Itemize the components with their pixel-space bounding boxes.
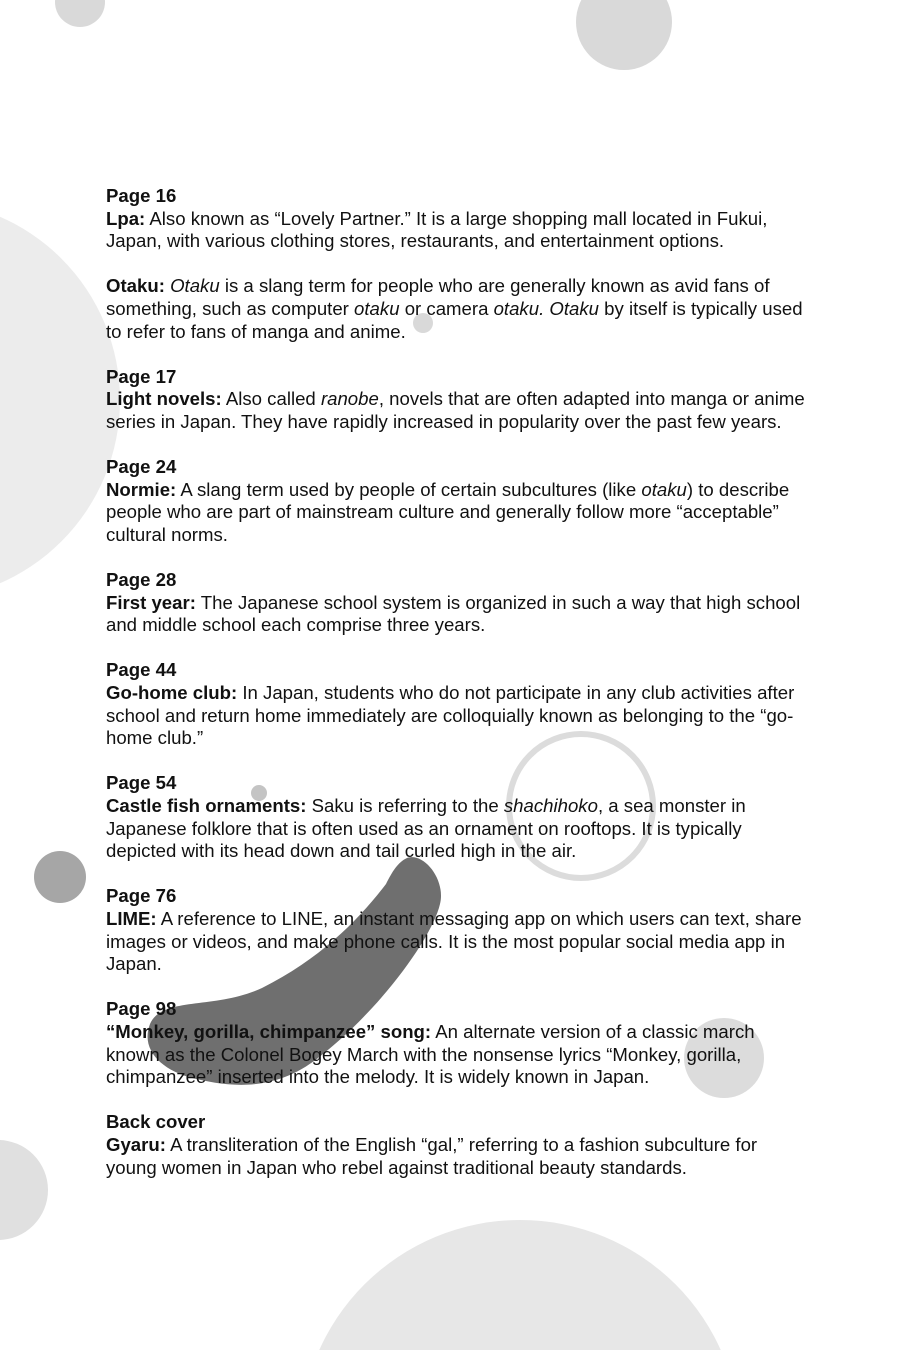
definition-text: by itself is typically used to refer to fans of manga and anime. — [106, 297, 803, 342]
glossary-entry — [106, 185, 806, 253]
glossary-definition — [106, 479, 806, 547]
definition-text: , a sea monster in Japanese folklore that is often used as an ornament on rooftops. It is typically depicted with its head down and tail curled high in the air. — [106, 795, 746, 862]
glossary-definition — [106, 388, 806, 433]
glossary-definition — [106, 795, 806, 863]
glossary-entry — [106, 275, 806, 343]
definition-italic-text: otaku — [354, 297, 400, 319]
page-label: Page 76 — [106, 885, 177, 907]
glossary-term: Lpa: — [106, 207, 146, 229]
definition-italic-text: otaku — [641, 478, 687, 500]
definition-italic-text: Otaku — [170, 275, 220, 297]
glossary-entry — [106, 998, 806, 1088]
glossary-entry — [106, 885, 806, 975]
page-label: Page 44 — [106, 659, 177, 681]
decor-circle-left-large — [0, 200, 120, 600]
glossary-definition — [106, 1134, 806, 1179]
glossary-definition — [106, 682, 806, 750]
definition-italic-text: otaku. Otaku — [493, 297, 600, 319]
decor-circle-bottom-center — [300, 1220, 740, 1350]
definition-text: Also known as “Lovely Partner.” It is a large shopping mall located in Fukui, Japan, with various clothing stores, restaurants, and entertainment options. — [106, 207, 768, 252]
definition-text: A reference to LINE, an instant messaging app on which users can text, share images or videos, and make phone calls. It is the most popular social media app in Japan. — [106, 908, 802, 975]
page-label: Page 54 — [106, 772, 177, 794]
glossary-term: “Monkey, gorilla, chimpanzee” song: — [106, 1020, 432, 1042]
definition-text: An alternate version of a classic march known as the Colonel Bogey March with the nonsense lyrics “Monkey, gorilla, chimpanzee” inserted into the melody. It is widely known in Japan. — [106, 1020, 755, 1088]
definition-text: ) to describe people who are part of mainstream culture and generally follow more “acceptable” cultural norms. — [106, 478, 790, 545]
glossary-term: Gyaru: — [106, 1133, 166, 1155]
glossary-entry — [106, 569, 806, 637]
definition-text: In Japan, students who do not participate in any club activities after school and return home immediately are colloquially known as belonging to the “go-home club.” — [106, 682, 795, 749]
page-label: Page 24 — [106, 456, 177, 478]
glossary-term: Otaku: — [106, 275, 165, 297]
glossary-entry — [106, 456, 806, 546]
glossary-term: Castle fish ornaments: — [106, 795, 307, 817]
definition-italic-text: shachihoko — [503, 795, 598, 817]
decor-circle-bottom-left — [0, 1140, 48, 1240]
glossary-definition — [106, 908, 806, 976]
glossary-entry — [106, 366, 806, 434]
page-label: Page 28 — [106, 569, 177, 591]
decor-circle-mid-left — [34, 851, 86, 903]
definition-text: or camera — [399, 297, 494, 319]
decor-circle-top-right — [576, 0, 672, 70]
definition-text: The Japanese school system is organized in such a way that high school and middle school each comprise three years. — [106, 591, 801, 636]
definition-text: is a slang term for people who are generally known as avid fans of something, such as computer — [106, 275, 770, 319]
decor-circle-top-left — [55, 0, 105, 27]
glossary-content — [106, 185, 806, 1202]
definition-text: , novels that are often adapted into manga or anime series in Japan. They have rapidly increased in popularity over the past few years. — [106, 388, 805, 432]
definition-text: A transliteration of the English “gal,” referring to a fashion subculture for young women in Japan who rebel against traditional beauty standards. — [106, 1133, 758, 1178]
glossary-entry — [106, 772, 806, 862]
definition-text: A slang term used by people of certain subcultures (like — [176, 478, 642, 500]
glossary-term: First year: — [106, 591, 196, 613]
glossary-definition — [106, 592, 806, 637]
glossary-term: LIME: — [106, 908, 157, 929]
definition-text: Saku is referring to the — [306, 795, 504, 817]
glossary-entry — [106, 659, 806, 749]
page-label: Page 16 — [106, 185, 177, 206]
glossary-term: Light novels: — [106, 388, 222, 410]
glossary-definition — [106, 1021, 806, 1089]
page-label: Page 98 — [106, 998, 177, 1020]
glossary-entry — [106, 1111, 806, 1179]
glossary-term: Go-home club: — [106, 682, 238, 704]
definition-text: Also called — [221, 388, 321, 410]
glossary-definition — [106, 208, 806, 253]
page-label: Back cover — [106, 1111, 206, 1133]
page-label: Page 17 — [106, 365, 177, 387]
definition-italic-text: ranobe — [320, 388, 379, 410]
glossary-definition — [106, 275, 806, 343]
glossary-term: Normie: — [106, 478, 177, 500]
